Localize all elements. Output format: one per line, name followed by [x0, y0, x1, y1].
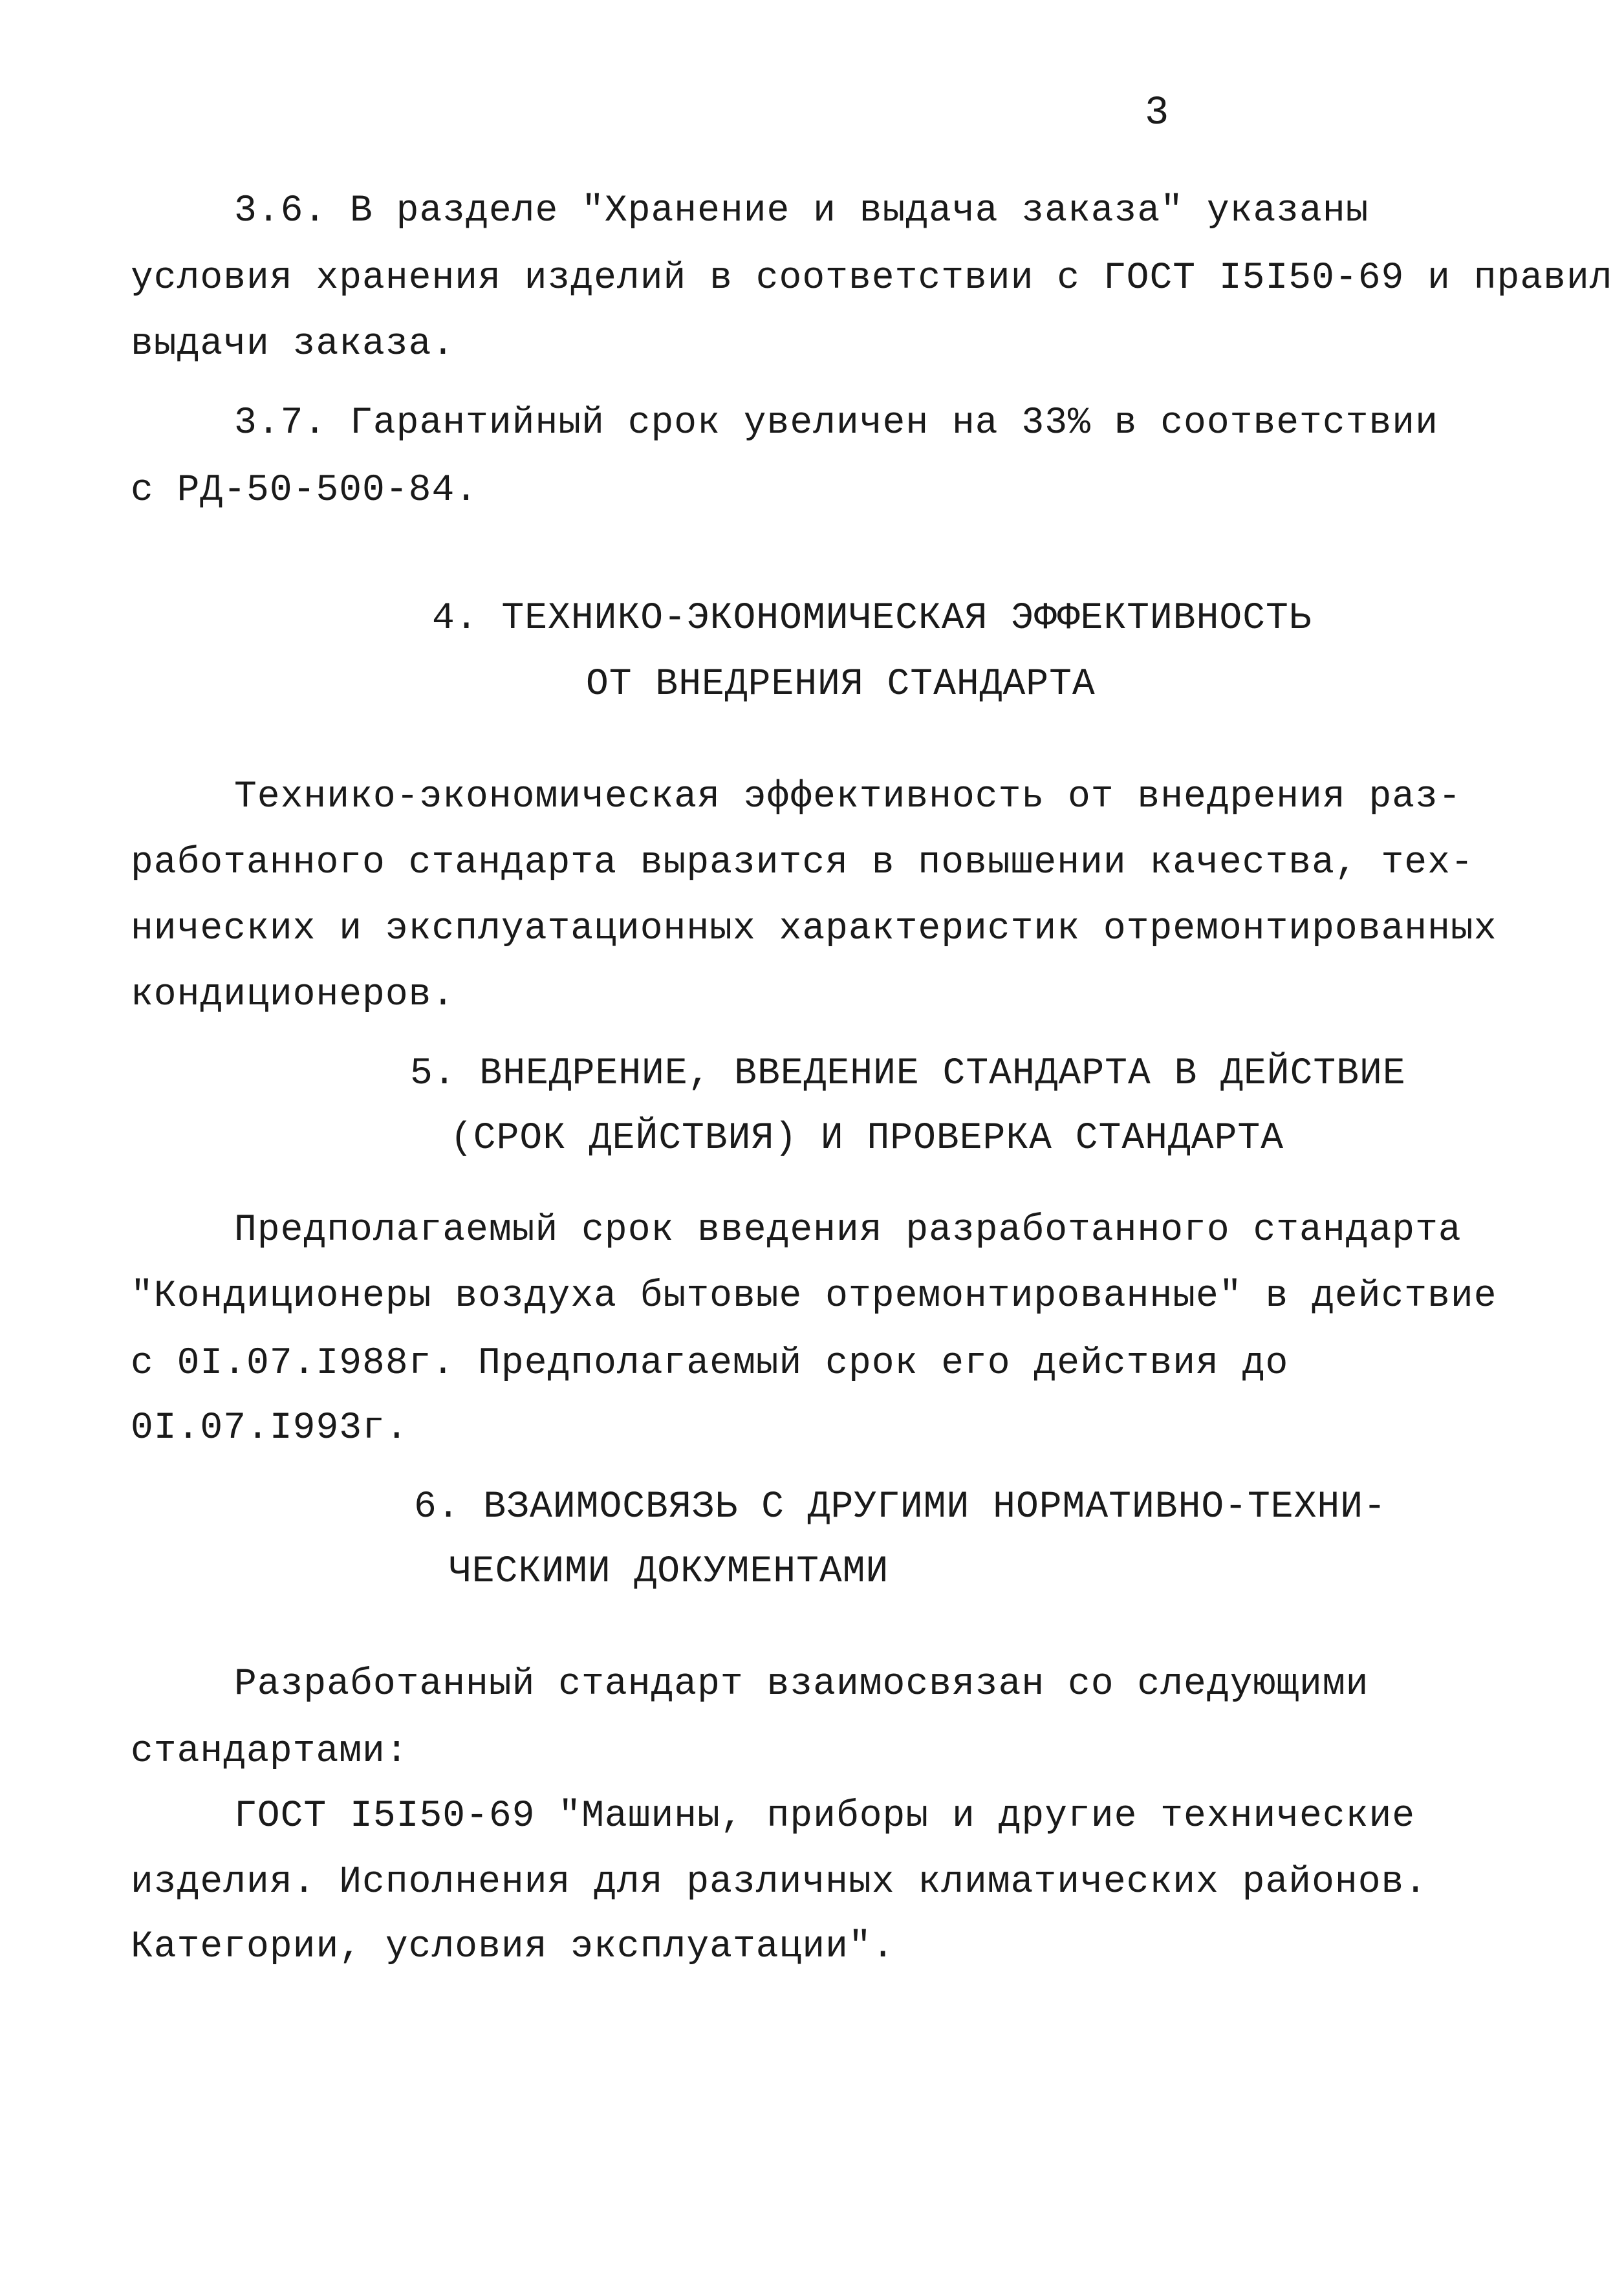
section-6-heading-line-2: ЧЕСКИМИ ДОКУМЕНТАМИ	[449, 1551, 889, 1593]
page-number: 3	[1145, 90, 1169, 136]
section-6-body-line-1: Разработанный стандарт взаимосвязан со следующими	[234, 1663, 1369, 1706]
section-4-heading-line-2: ОТ ВНЕДРЕНИЯ СТАНДАРТА	[586, 664, 1096, 706]
section-6-body-line-3: ГОСТ I5I50-69 "Машины, приборы и другие технические	[234, 1795, 1416, 1837]
section-4-body-line-4: кондиционеров.	[131, 974, 455, 1016]
paragraph-3-7-line-1: 3.7. Гарантийный срок увеличен на 33% в соответствии	[234, 402, 1438, 444]
section-6-body-line-5: Категории, условия эксплуатации".	[131, 1926, 895, 1968]
section-5-body-line-3: с 0I.07.I988г. Предполагаемый срок его действия до	[131, 1343, 1289, 1385]
section-6-body-line-2: стандартами:	[131, 1731, 409, 1773]
section-6-body-line-4: изделия. Исполнения для различных климатических районов.	[131, 1861, 1428, 1903]
section-5-body-line-1: Предполагаемый срок введения разработанного стандарта	[234, 1209, 1462, 1251]
section-5-heading-line-2: (СРОК ДЕЙСТВИЯ) И ПРОВЕРКА СТАНДАРТА	[450, 1118, 1284, 1160]
section-4-body-line-3: нических и эксплуатационных характеристик отремонтированных	[131, 908, 1497, 950]
section-5-heading-line-1: 5. ВНЕДРЕНИЕ, ВВЕДЕНИЕ СТАНДАРТА В ДЕЙСТВИЕ	[410, 1053, 1406, 1095]
paragraph-3-7-line-2: с РД-50-500-84.	[131, 470, 479, 512]
paragraph-3-6-line-3: выдачи заказа.	[131, 323, 455, 365]
section-5-body-line-2: "Кондиционеры воздуха бытовые отремонтированные" в действие	[131, 1275, 1497, 1317]
section-6-heading-line-1: 6. ВЗАИМОСВЯЗЬ С ДРУГИМИ НОРМАТИВНО-ТЕХНИ-	[414, 1486, 1387, 1528]
paragraph-3-6-line-2: условия хранения изделий в соответствии с ГОСТ I5I50-69 и правил	[131, 257, 1613, 299]
section-4-heading-line-1: 4. ТЕХНИКО-ЭКОНОМИЧЕСКАЯ ЭФФЕКТИВНОСТЬ	[432, 598, 1312, 640]
section-5-body-line-4: 0I.07.I993г.	[131, 1407, 409, 1449]
paragraph-3-6-line-1: 3.6. В разделе "Хранение и выдача заказа" указаны	[234, 190, 1369, 232]
section-4-body-line-1: Технико-экономическая эффективность от внедрения раз-	[234, 776, 1462, 818]
section-4-body-line-2: работанного стандарта выразится в повышении качества, тех-	[131, 842, 1474, 884]
